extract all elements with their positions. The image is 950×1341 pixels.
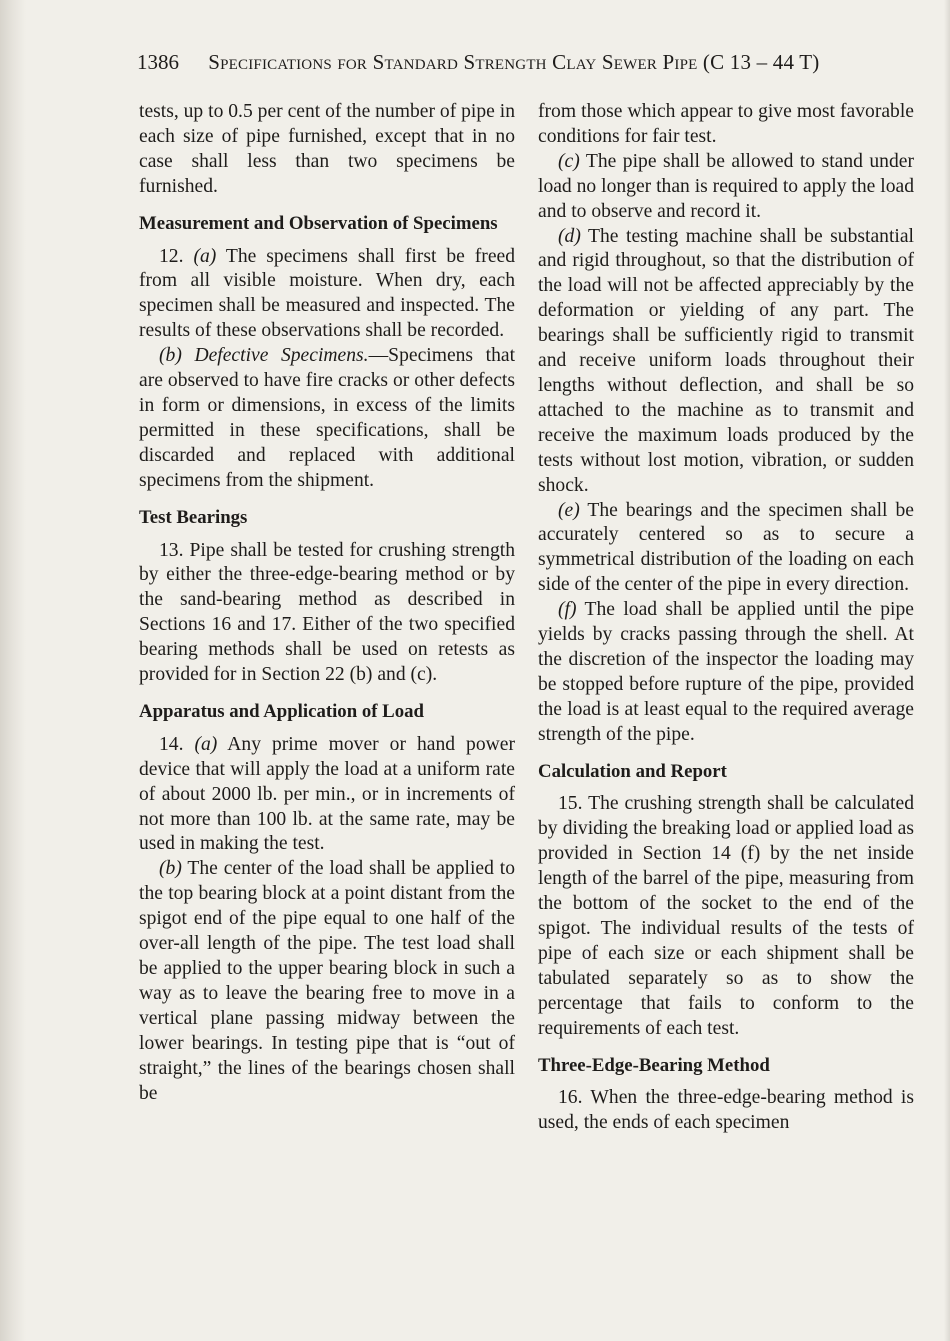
- left-column: [139, 100, 515, 1106]
- paragraph-14d: [538, 225, 914, 499]
- heading-three-edge-bearing: Three-Edge-Bearing Method: [538, 1054, 770, 1076]
- paragraph-continued: from those which appear to give most favorable conditions for fair test.: [538, 101, 914, 147]
- clause-label: (f): [558, 599, 577, 621]
- heading-measurement: Measurement and Observation of Specimens: [139, 212, 498, 234]
- paragraph-text: The specimens shall first be freed from all visible moisture. When dry, each specimen shall be measured and inspected. The results of these observations shall be recorded.: [139, 245, 516, 342]
- clause-label: (a): [194, 733, 218, 755]
- paragraph-14b: [139, 857, 515, 1106]
- paragraph-16: 16. When the three-edge-bearing method is used, the ends of each specimen: [538, 1087, 914, 1134]
- paragraph-14e: [538, 499, 914, 599]
- page-number: 1386: [137, 50, 179, 74]
- paragraph-text: The bearings and the specimen shall be accurately centered so as to secure a symmetrical distribution of the loading on each side of the center of the pipe in every direction.: [538, 499, 915, 596]
- paragraph-14a: [139, 733, 515, 858]
- paragraph-text: The pipe shall be allowed to stand under load no longer than is required to apply the load and to observe and record it.: [538, 150, 914, 222]
- page-edge: [944, 0, 950, 1341]
- running-header: [137, 50, 897, 75]
- clause-label: (b): [159, 345, 182, 367]
- paragraph-14f: [538, 598, 914, 747]
- clause-label: (a): [193, 245, 217, 267]
- paragraph-12a: [139, 245, 515, 345]
- paragraph-text: The center of the load shall be applied to the top bearing block at a point distant from the spigot end of the pipe equal to one half of the over-all length of the pipe. The test load shall be applied to the upper bearing block in such a way as to leave the bearing free to move in a vertical plane passing midway between the lower bearings. In testing pipe that is “out of straight,” the lines of the bearings chosen shall be: [139, 858, 515, 1104]
- paragraph-14c: [538, 150, 914, 225]
- clause-label: (c): [558, 150, 580, 172]
- heading-apparatus: Apparatus and Application of Load: [139, 700, 424, 722]
- heading-calculation: Calculation and Report: [538, 760, 727, 782]
- paragraph-text: —Specimens that are observed to have fire cracks or other defects in form or dimensions, in excess of the limits permitted in these specifications, shall be discarded and replaced with additional specimens from the shipment.: [139, 345, 516, 491]
- binding-shadow: [0, 0, 26, 1341]
- running-title: Specifications for Standard Strength Clay Sewer Pipe (C 13 – 44 T): [208, 50, 820, 74]
- paragraph-title: Defective Specimens.: [194, 345, 369, 367]
- clause-label: (d): [558, 225, 581, 247]
- paragraph-intro: tests, up to 0.5 per cent of the number of pipe in each size of pipe furnished, except that in no case shall less than two specimens be furnished.: [139, 101, 516, 197]
- clause-label: (b): [159, 858, 182, 880]
- clause-label: (e): [558, 499, 580, 521]
- section-number: 12.: [159, 245, 184, 267]
- paragraph-15: 15. The crushing strength shall be calculated by dividing the breaking load or applied load as provided in Section 14 (f) by the net inside length of the barrel of the pipe, measuring from the bottom of the socket to the end of the spigot. The individual results of the tests of pipe of each size or each shipment shall be tabulated separately so as to show the percentage that fails to conform to the requirements of each test.: [538, 793, 914, 1039]
- paragraph-text: The load shall be applied until the pipe yields by cracks passing through the shell. At the discretion of the inspector the loading may be stopped before rupture of the pipe, provided the load is at least equal to the required average strength of the pipe.: [538, 599, 914, 745]
- right-column: [538, 100, 914, 1136]
- heading-test-bearings: Test Bearings: [139, 506, 248, 528]
- paragraph-text: The testing machine shall be substantial and rigid throughout, so that the distribution of the load will not be affected appreciably by the deformation or yielding of any part. The bearings shall be sufficiently rigid to transmit and receive uniform loads throughout their lengths without deflection, and shall be so attached to the machine as to transmit and receive the maximum loads produced by the tests without lost motion, vibration, or sudden shock.: [538, 225, 914, 496]
- section-number: 14.: [159, 733, 184, 755]
- paragraph-12b: [139, 344, 515, 493]
- paragraph-text: Any prime mover or hand power device that will apply the load at a uniform rate of about 2000 lb. per min., or in increments of not more than 100 lb. at the same rate, may be used in making the test.: [139, 733, 515, 855]
- paragraph-13: 13. Pipe shall be tested for crushing strength by either the three-edge-bearing method or by the sand-bearing method as described in Sections 16 and 17. Either of the two specified bearing methods shall be used on retests as provided for in Section 22 (b) and (c).: [139, 539, 515, 686]
